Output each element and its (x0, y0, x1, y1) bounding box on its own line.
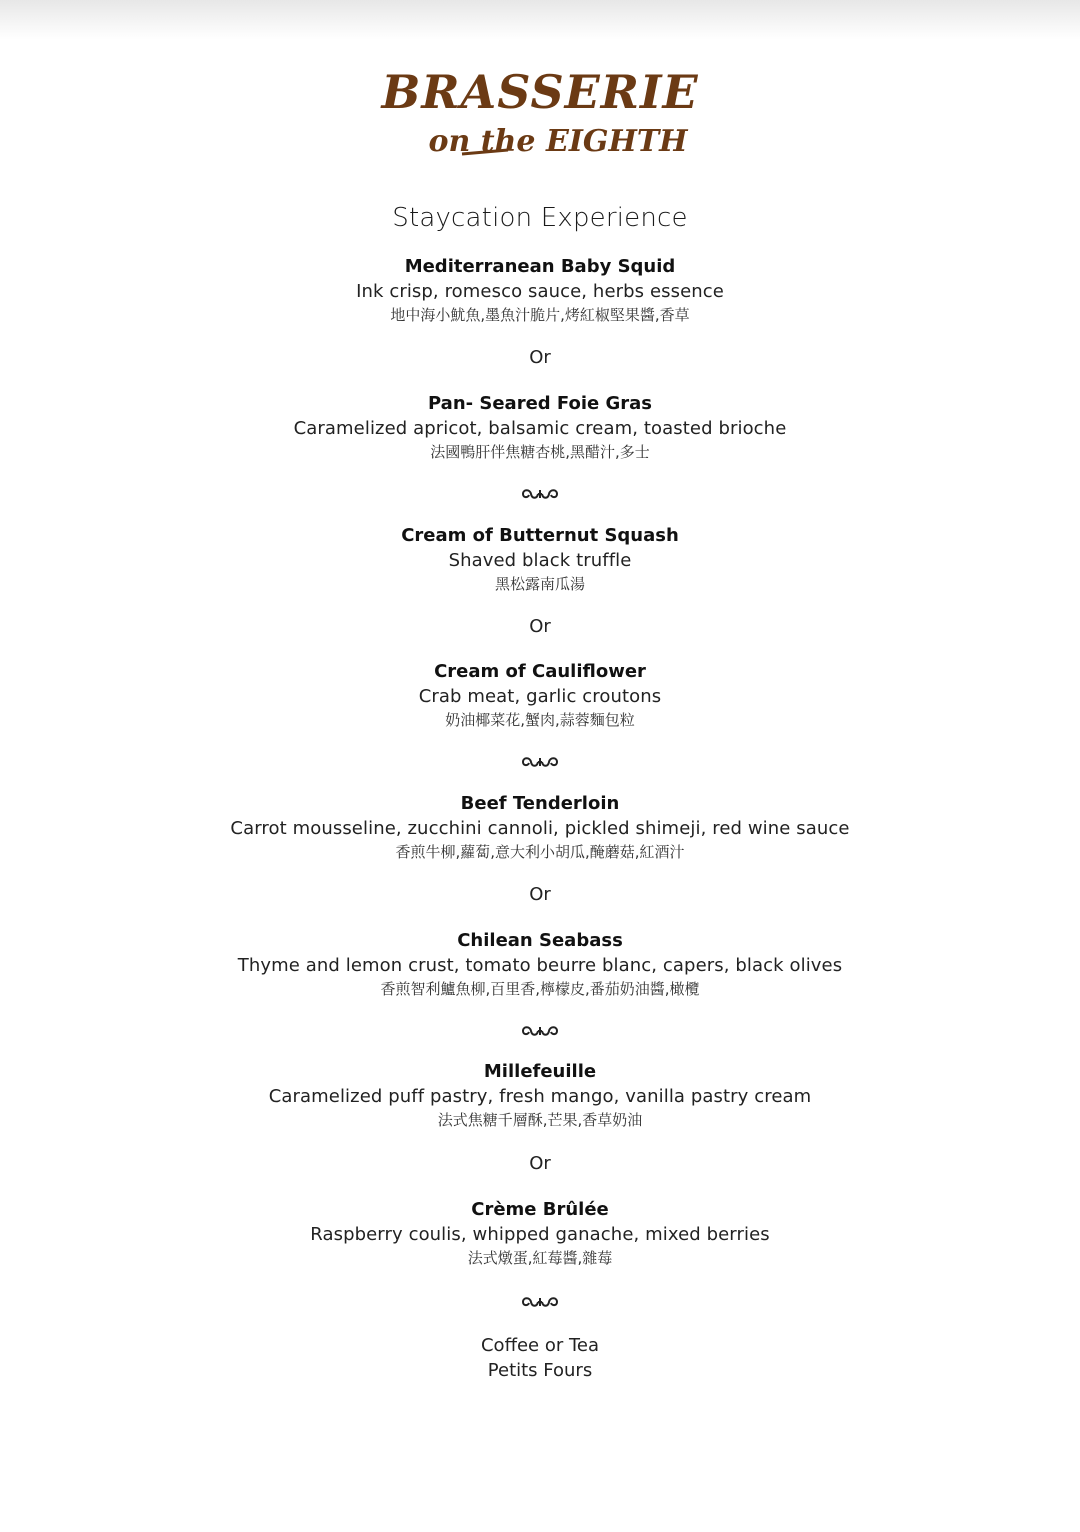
ornament-icon (0, 487, 1080, 501)
dish-name: Millefeuille (483, 1061, 597, 1082)
or-separator: Or (529, 347, 551, 368)
dish-description: Raspberry coulis, whipped ganache, mixed berries (310, 1224, 770, 1245)
menu-item-foie-gras (0, 391, 1080, 464)
dish-chinese: 地中海小魷魚,墨魚汁脆片,烤紅椒堅果醬,香草 (390, 306, 690, 324)
ornament-icon (0, 1295, 1080, 1309)
dish-chinese: 黑松露南瓜湯 (494, 575, 585, 593)
menu-item-mediterranean-baby-squid (0, 254, 1080, 327)
closing-items (0, 1333, 1080, 1383)
menu-item-butternut-squash (0, 523, 1080, 596)
dish-name: Pan- Seared Foie Gras (427, 393, 653, 414)
coffee-or-tea: Coffee or Tea (480, 1335, 600, 1356)
dish-chinese: 香煎智利鱸魚柳,百里香,檸檬皮,番茄奶油醬,橄欖 (380, 980, 700, 998)
petits-fours: Petits Fours (487, 1360, 593, 1381)
menu-item-creme-brulee (0, 1197, 1080, 1270)
dish-name: Chilean Seabass (457, 930, 623, 951)
dish-description: Thyme and lemon crust, tomato beurre blanc, capers, black olives (237, 955, 843, 976)
menu-item-millefeuille (0, 1059, 1080, 1132)
or-separator: Or (529, 1153, 551, 1174)
dish-name: Mediterranean Baby Squid (404, 256, 676, 277)
dish-description: Caramelized apricot, balsamic cream, toasted brioche (293, 418, 787, 439)
dish-chinese: 法式燉蛋,紅莓醬,雜莓 (467, 1249, 613, 1267)
dish-description: Crab meat, garlic croutons (418, 686, 662, 707)
menu-item-cauliflower (0, 659, 1080, 732)
logo-line2: on the EIGHTH (428, 124, 688, 159)
brand-logo-mark (381, 58, 699, 162)
dish-name: Cream of Cauliflower (434, 661, 646, 682)
dish-chinese: 法式焦糖千層酥,芒果,香草奶油 (437, 1111, 643, 1129)
dish-chinese: 香煎牛柳,蘿蔔,意大利小胡瓜,醃蘑菇,紅酒汁 (395, 843, 685, 861)
or-separator: Or (529, 616, 551, 637)
dish-description: Shaved black truffle (448, 550, 632, 571)
brand-logo (0, 58, 1080, 162)
dish-name: Beef Tenderloin (460, 793, 620, 814)
top-shade (0, 0, 1080, 40)
dish-chinese: 奶油椰菜花,蟹肉,蒜蓉麵包粒 (445, 711, 635, 729)
dish-chinese: 法國鴨肝伴焦糖杏桃,黑醋汁,多士 (430, 443, 650, 461)
menu-item-chilean-seabass (0, 928, 1080, 1001)
ornament-icon (0, 1024, 1080, 1038)
dish-name: Crème Brûlée (471, 1199, 609, 1220)
menu-title: Staycation Experience (392, 203, 688, 233)
dish-description: Carrot mousseline, zucchini cannoli, pickled shimeji, red wine sauce (230, 818, 850, 839)
dish-name: Cream of Butternut Squash (401, 525, 679, 546)
ornament-icon (0, 755, 1080, 769)
logo-line1: BRASSERIE (381, 65, 699, 119)
dish-description: Ink crisp, romesco sauce, herbs essence (356, 281, 724, 302)
menu-item-beef-tenderloin (0, 791, 1080, 864)
dish-description: Caramelized puff pastry, fresh mango, vanilla pastry cream (268, 1086, 812, 1107)
or-separator: Or (529, 884, 551, 905)
